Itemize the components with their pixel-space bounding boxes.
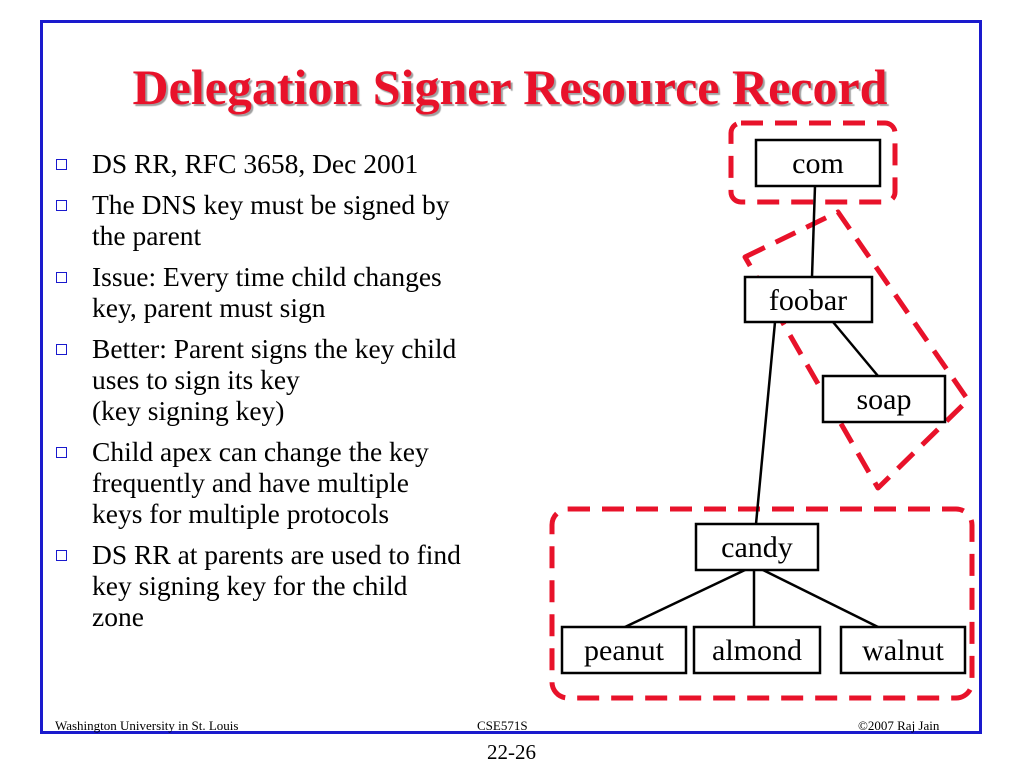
bullet-text: Better: Parent signs the key child uses to sign its key (key signing key) [92, 333, 457, 426]
bullet-text: Issue: Every time child changes key, parent must sign [92, 261, 442, 323]
footer-course: CSE571S [477, 718, 528, 733]
bullet-text: DS RR at parents are used to find key signing key for the child zone [92, 539, 461, 632]
slide-title: Delegation Signer Resource Record [132, 59, 888, 115]
bullet-text: DS RR, RFC 3658, Dec 2001 [92, 148, 419, 179]
node-candy [696, 524, 818, 570]
node-walnut-label: walnut [862, 634, 944, 667]
node-peanut [562, 627, 686, 673]
node-candy-label: candy [721, 531, 793, 564]
bullet-text: The DNS key must be signed by the parent [92, 189, 450, 251]
bullet-text: Child apex can change the key frequently and have multiple keys for multiple protocols [92, 436, 429, 529]
node-peanut-label: peanut [584, 634, 664, 667]
footer-institution: Washington University in St. Louis [55, 718, 239, 733]
node-soap-label: soap [856, 383, 912, 416]
node-soap [823, 376, 945, 422]
node-foobar-label: foobar [768, 284, 848, 317]
page-number: 22-26 [487, 740, 536, 764]
edge-foobar-soap [833, 322, 878, 376]
edge-candy-peanut [625, 570, 745, 627]
node-com-label: com [792, 147, 844, 180]
node-walnut [841, 627, 965, 673]
edge-candy-walnut [763, 570, 878, 627]
edge-foobar-candy [756, 322, 775, 524]
node-almond-label: almond [712, 634, 802, 667]
node-foobar [745, 277, 872, 322]
node-com [756, 140, 880, 186]
node-almond [694, 627, 820, 673]
footer-copyright: ©2007 Raj Jain [858, 718, 940, 733]
